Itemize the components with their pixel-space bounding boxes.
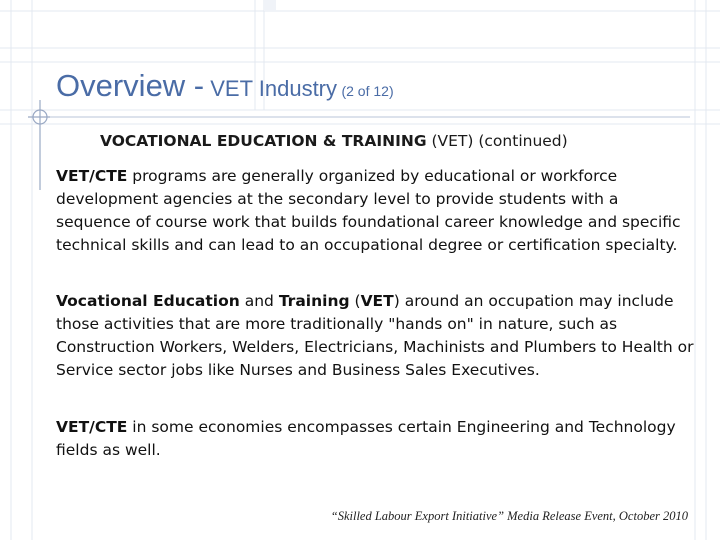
p2-bold-2: Training [278, 292, 350, 310]
p2-text: ) around an occupation may include those activities that are more traditionally "hands on" in nature, such as Construction Workers, Welders, Electricians, Machinists and Plumbers to Health or Service sector jobs like Nurses and Business Sales Executives. [56, 292, 694, 379]
subheading-rest: (VET) (continued) [426, 132, 568, 150]
footer-caption: “Skilled Labour Export Initiative” Media Release Event, October 2010 [330, 509, 688, 523]
p1-text: programs are generally organized by educational or workforce development agencies at the secondary level to provide students with a sequence of course work that builds foundational career knowledge and specific technical skills and can lead to an occupational degree or certification specialty. [56, 167, 681, 254]
section-subheading [100, 132, 568, 150]
p1-bold: VET/CTE [56, 167, 128, 185]
p3-text: in some economies encompasses certain Engineering and Technology fields as well. [56, 418, 676, 459]
title-sub: VET Industry [204, 76, 338, 101]
p2-bold-3: VET [360, 292, 394, 310]
subheading-bold: VOCATIONAL EDUCATION & TRAINING [100, 132, 427, 150]
paragraph-vet-cte-programs [56, 165, 696, 257]
p2-mid-1: and [239, 292, 279, 310]
p2-bold-1: Vocational Education [56, 292, 240, 310]
title-main: Overview - [56, 68, 205, 103]
paragraph-vocational-training [56, 290, 696, 382]
slide-title [56, 68, 394, 104]
title-count: (2 of 12) [341, 83, 394, 99]
p2-mid-2: ( [349, 292, 361, 310]
paragraph-engineering-fields [56, 416, 696, 462]
p3-bold: VET/CTE [56, 418, 128, 436]
